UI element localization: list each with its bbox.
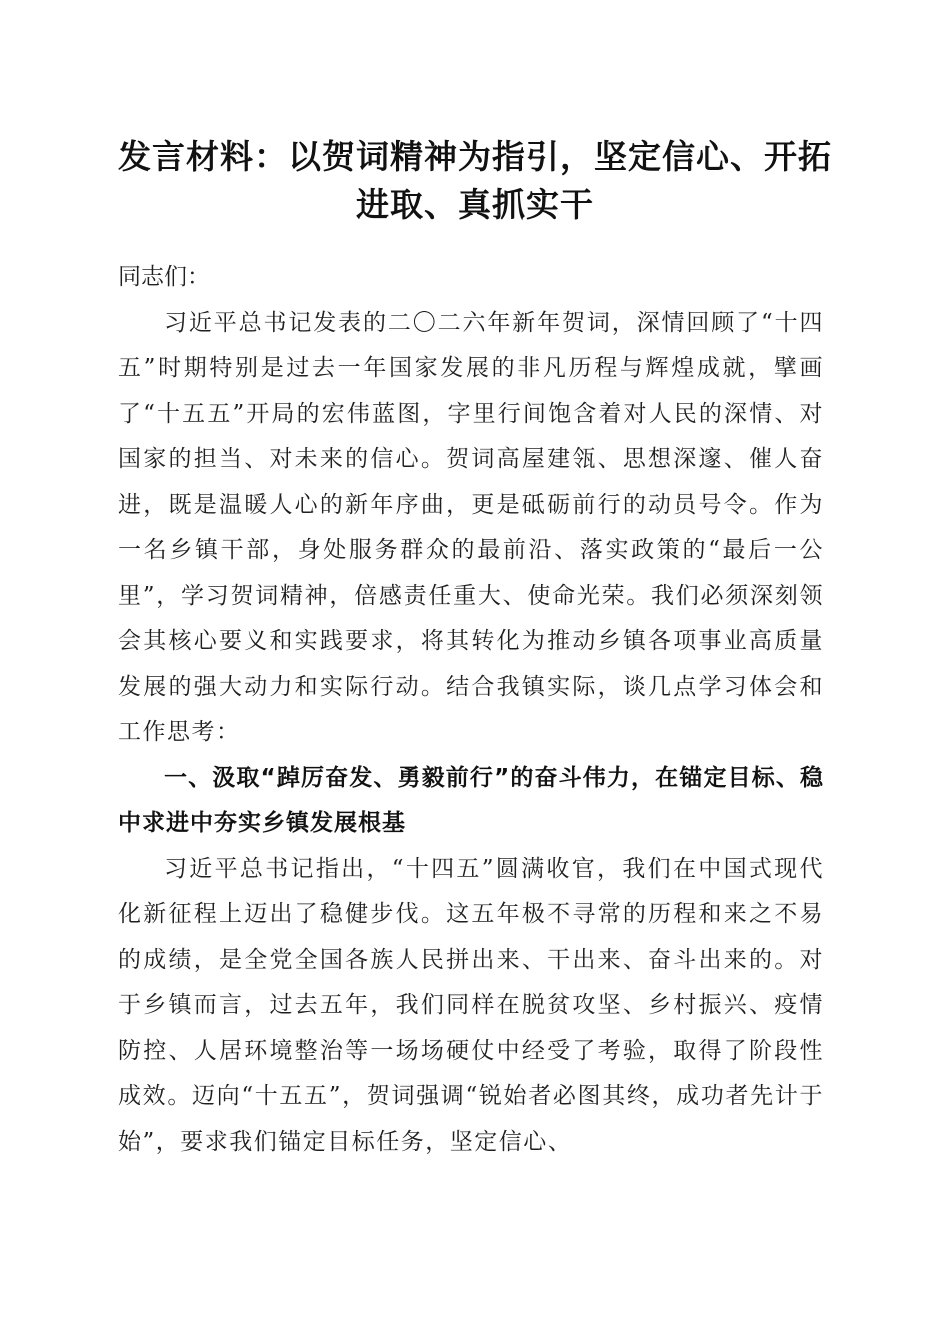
paragraph-section-1: 习近平总书记指出，“十四五”圆满收官，我们在中国式现代化新征程上迈出了稳健步伐。这五年极不寻常的历程和来之不易的成绩，是全党全国各族人民拼出来、干出来、奋斗出来的。对于乡镇而言，过去五年，我们同样在脱贫攻坚、乡村振兴、疫情防控、人居环境整治等一场场硬仗中经受了考验，取得了阶段性成效。迈向“十五五”，贺词强调“锐始者必图其终，成功者先计于始”，要求我们锚定目标任务，坚定信心、 [118,855,824,1155]
document-title: 发言材料：以贺词精神为指引，坚定信心、开拓进取、真抓实干 [118,137,832,224]
salutation: 同志们： [118,264,210,290]
section-heading-1: 一、汲取“踔厉奋发、勇毅前行”的奋斗伟力，在锚定目标、稳中求进中夯实乡镇发展根基 [118,764,824,836]
document-body [118,255,824,1165]
paragraph-intro: 习近平总书记发表的二〇二六年新年贺词，深情回顾了“十四五”时期特别是过去一年国家发展的非凡历程与辉煌成就，擘画了“十五五”开局的宏伟蓝图，字里行间饱含着对人民的深情、对国家的担当、对未来的信心。贺词高屋建瓴、思想深邃、催人奋进，既是温暖人心的新年序曲，更是砥砺前行的动员号令。作为一名乡镇干部，身处服务群众的最前沿、落实政策的“最后一公里”，学习贺词精神，倍感责任重大、使命光荣。我们必须深刻领会其核心要义和实践要求，将其转化为推动乡镇各项事业高质量发展的强大动力和实际行动。结合我镇实际，谈几点学习体会和工作思考： [118,309,824,745]
